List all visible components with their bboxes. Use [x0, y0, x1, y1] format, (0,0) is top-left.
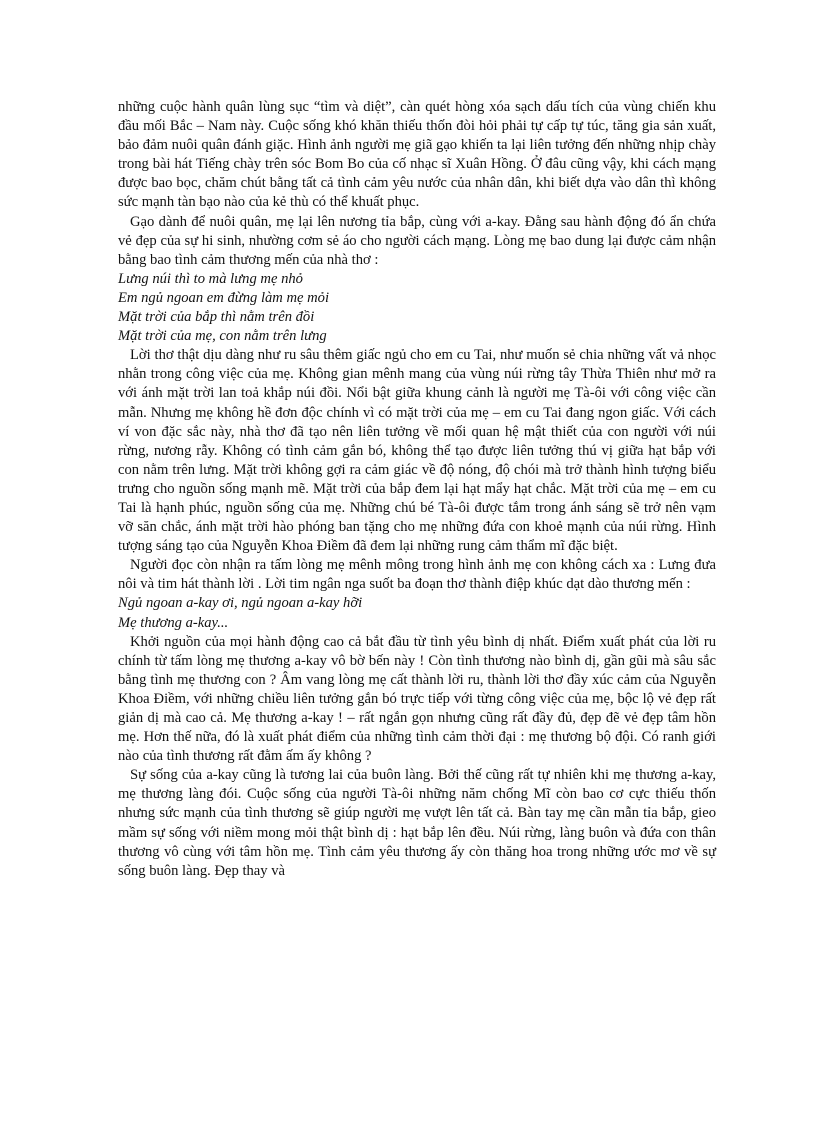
body-paragraph: Sự sống của a-kay cũng là tương lai của buôn làng. Bởi thế cũng rất tự nhiên khi mẹ thương a-kay, mẹ thương làng đói. Cuộc sống của người Tà-ôi những năm chống Mĩ còn bao cơ cực thiếu thốn nhưng sức mạnh của tình thương sẽ giúp người mẹ vượt lên tất cả. Bàn tay mẹ cần mẫn tỉa bắp, gieo mầm sự sống với niềm mong mỏi thật bình dị : hạt bắp lên đều. Núi rừng, làng buôn và đứa con thân thương vô cùng với tâm hồn mẹ. Tình cảm yêu thương ấy còn thăng hoa trong những ước mơ về sự sống buôn làng. Đẹp thay và	[118, 767, 716, 879]
verse-line: Mặt trời của bắp thì nằm trên đồi	[118, 309, 315, 326]
verse-line: Lưng núi thì to mà lưng mẹ nhỏ	[118, 270, 303, 287]
body-paragraph: Người đọc còn nhận ra tấm lòng mẹ mênh mông trong hình ảnh mẹ con không cách xa : Lưng đưa nôi và tim hát thành lời . Lời tim ngân nga suốt ba đoạn thơ thành điệp khúc dạt dào thương mến :	[118, 557, 716, 593]
body-paragraph: những cuộc hành quân lùng sục “tìm và diệt”, càn quét hòng xóa sạch dấu tích của vùng chiến khu đầu mối Bắc – Nam này. Cuộc sống khó khăn thiếu thốn đòi hỏi phải tự cấp tự túc, tăng gia sản xuất, bảo đảm nuôi quân đánh giặc. Hình ảnh người mẹ giã gạo khiến ta lại liên tưởng đến những nhịp chày trong bài hát Tiếng chày trên sóc Bom Bo của cố nhạc sĩ Xuân Hồng. Ở đâu cũng vậy, khi cách mạng được bao bọc, chăm chút bằng tất cả tình cảm yêu nước của nhân dân, khi biết dựa vào dân thì không sức mạnh tàn bạo nào của kẻ thù có thể khuất phục.	[118, 99, 716, 211]
body-paragraph: Lời thơ thật dịu dàng như ru sâu thêm giấc ngủ cho em cu Tai, như muốn sẻ chia những vất vả nhọc nhằn trong công việc của mẹ. Không gian mênh mang của vùng núi rừng tây Thừa Thiên như mở ra với ánh mặt trời lan toả khắp núi đồi. Nổi bật giữa khung cảnh là người mẹ Tà-ôi với công việc cần mẫn. Nhưng mẹ không hề đơn độc chính vì có mặt trời của mẹ – em cu Tai đang ngon giấc. Với cách ví von đặc sắc này, nhà thơ đã tạo nên liên tưởng về mối quan hệ mật thiết của con người với núi rừng, nương rẫy. Không có tình cảm gắn bó, không thể tạo được liên tưởng thú vị giữa hạt bắp với con nằm trên lưng. Mặt trời không gợi ra cảm giác về độ nóng, độ chói mà trở thành hình tượng biểu trưng cho nguồn sống mạnh mẽ. Mặt trời của bắp đem lại hạt mẩy hạt chắc. Mặt trời của mẹ – em cu Tai là hạnh phúc, nguồn sống của mẹ. Những chú bé Tà-ôi được tắm trong ánh sáng sẽ trở nên vạm vỡ săn chắc, ánh mặt trời hào phóng ban tặng cho mẹ những đứa con khoẻ mạnh của núi rừng. Hình tượng sáng tạo của Nguyễn Khoa Điềm đã đem lại những rung cảm thẩm mĩ đặc biệt.	[118, 347, 716, 555]
verse-line: Em ngủ ngoan em đừng làm mẹ mỏi	[118, 289, 330, 306]
body-paragraph: Khởi nguồn của mọi hành động cao cả bắt đầu từ tình yêu bình dị nhất. Điểm xuất phát của lời ru chính từ tấm lòng mẹ thương a-kay vô bờ bến này ! Còn tình thương nào bình dị, gần gũi mà sâu sắc bằng tình mẹ thương con ? Âm vang lòng mẹ cất thành lời ru, thành lời thơ đầy xúc cảm của Nguyễn Khoa Điềm, với những chiều liên tưởng gắn bó trực tiếp với từng công việc của mẹ, bộc lộ vẻ đẹp rất giản dị mà cao cả. Mẹ thương a-kay ! – rất ngắn gọn nhưng cũng rất đầy đủ, đẹp đẽ vẻ đẹp tâm hồn mẹ. Hơn thế nữa, đó là xuất phát điểm của những tình cảm thời đại : mẹ thương bộ đội. Có ranh giới nào của tình thương rất đằm ấm ấy không ?	[118, 633, 716, 765]
verse-line: Ngủ ngoan a-kay ơi, ngủ ngoan a-kay hỡi	[118, 595, 363, 612]
document-page	[118, 98, 716, 881]
verse-line: Mẹ thương a-kay...	[118, 614, 229, 631]
body-paragraph: Gạo dành để nuôi quân, mẹ lại lên nương tỉa bắp, cùng với a-kay. Đằng sau hành động đó ẩn chứa vẻ đẹp của sự hi sinh, nhường cơm sẻ áo cho người cách mạng. Lòng mẹ bao dung lại được cảm nhận bằng bao tình cảm thương mến của nhà thơ :	[118, 213, 716, 268]
verse-line: Mặt trời của mẹ, con nằm trên lưng	[118, 328, 327, 345]
